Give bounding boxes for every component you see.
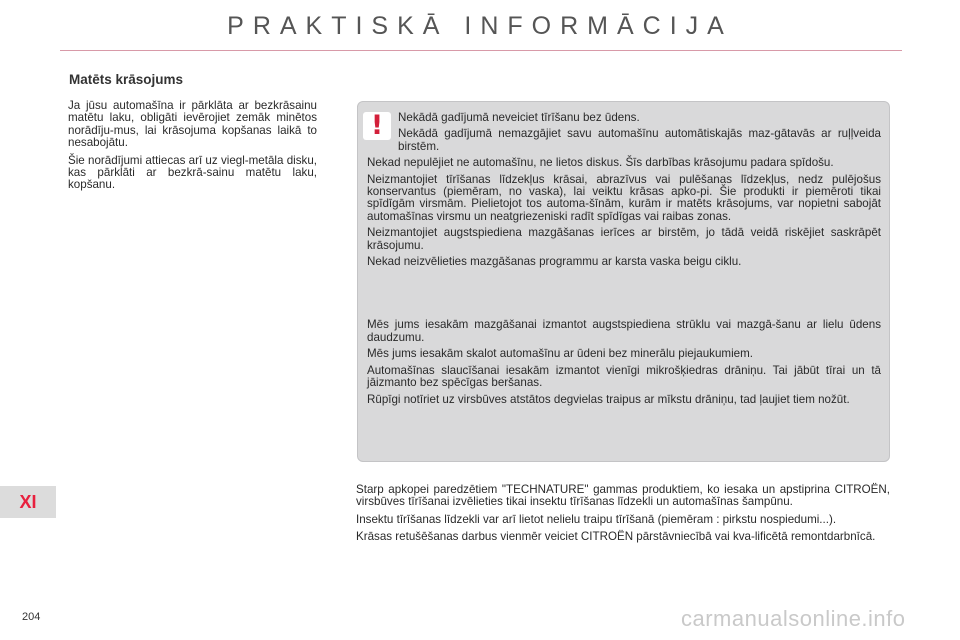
- recommendation-paragraph: Mēs jums iesakām mazgāšanai izmantot augstspiediena strūklu vai mazgā-šanu ar lielu ūdens daudzumu.: [367, 318, 881, 344]
- warning-paragraph: Nekad nepulējiet ne automašīnu, ne lietos diskus. Šīs darbības krāsojumu padara spīdošu.: [367, 156, 834, 170]
- warning-paragraph: Nekādā gadījumā neveiciet tīrīšanu bez ūdens.: [398, 111, 640, 124]
- chapter-tab: [0, 486, 56, 518]
- warning-paragraph: Nekādā gadījumā nemazgājiet savu automašīnu automātiskajās maz-gātavās ar ruļļveida birstēm.: [398, 127, 881, 153]
- warning-box: [357, 101, 890, 462]
- warning-paragraph: Neizmantojiet tīrīšanas līdzekļus krāsai, abrazīvus vai pulēšanas līdzekļus, nedz pulējošus konservantus (piemēram, no vaska), lai veiktu krāsas apko-pi. Šie produkti ir piemēroti tikai spīdīgām virsmām. Pielietojot tos automa-šīnām, kurām ir matēts krāsojums, var nopietni sabojāt automašīnas virsmu un neatgriezeniski radīt spīdīgas vai raibas zonas.: [367, 172, 881, 223]
- page-number: 204: [22, 611, 41, 623]
- section-heading: Matēts krāsojums: [69, 72, 184, 87]
- left-column: [68, 100, 317, 197]
- recommendation-paragraph: Rūpīgi notīriet uz virsbūves atstātos degvielas traipus ar mīkstu drāniņu, tad ļaujiet tiem nožūt.: [367, 392, 850, 406]
- chapter-label: XI: [19, 491, 37, 512]
- right-paragraph: Krāsas retušēšanas darbus vienmēr veiciet CITROËN pārstāvniecībā vai kva-lificētā remontdarbnīcā.: [356, 530, 876, 544]
- warning-paragraph: Nekad neizvēlieties mazgāšanas programmu ar karsta vaska beigu ciklu.: [367, 255, 742, 269]
- exclamation-icon: !: [363, 112, 391, 140]
- page-title: PRAKTISKĀ INFORMĀCIJA: [227, 12, 733, 40]
- spacer: [367, 272, 881, 319]
- left-paragraph: Ja jūsu automašīna ir pārklāta ar bezkrāsainu matētu laku, obligāti ievērojiet zemāk minētos norādīju-mus, lai krāsojuma kopšanas laikā to nesabojātu.: [68, 99, 317, 150]
- watermark: carmanualsonline.info: [681, 606, 906, 631]
- warning-paragraph: Neizmantojiet augstspiediena mazgāšanas ierīces ar birstēm, jo tādā veidā riskējiet saskrāpēt krāsojumu.: [367, 226, 881, 252]
- recommendation-paragraph: Automašīnas slaucīšanai iesakām izmantot vienīgi mikrošķiedras drāniņu. Tai jābūt tīrai un tā jāizmanto bez spēcīgas beršanas.: [367, 363, 881, 390]
- left-paragraph: Šie norādījumi attiecas arī uz viegl-metāla disku, kas pārklāti ar bezkrā-sainu matētu laku, kopšanu.: [68, 153, 317, 192]
- right-paragraph: Insektu tīrīšanas līdzekli var arī lietot nelielu traipu tīrīšanā (piemēram : pirkstu nospiedumi...).: [356, 512, 837, 526]
- right-column: [356, 484, 890, 549]
- recommendation-paragraph: Mēs jums iesakām skalot automašīnu ar ūdeni bez minerālu piejaukumiem.: [367, 347, 753, 361]
- right-paragraph: Starp apkopei paredzētiem "TECHNATURE" gammas produktiem, ko iesaka un apstiprina CITROËN, virsbūves tīrīšanai izvēlieties tikai insektu tīrīšanas līdzekli un automašīnas šampūnu.: [356, 483, 890, 509]
- title-divider: [60, 50, 902, 51]
